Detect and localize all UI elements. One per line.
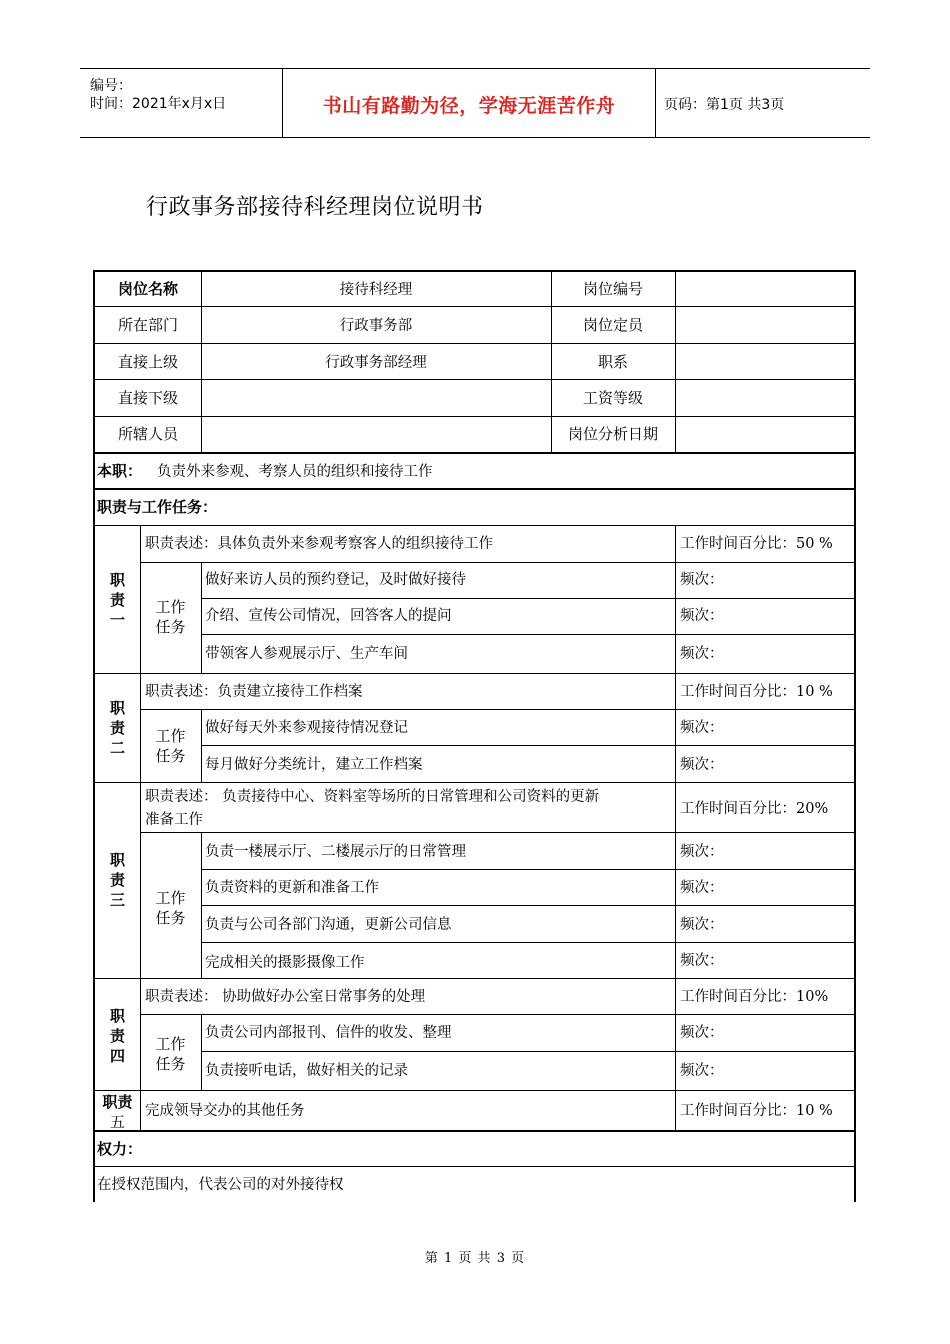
duty-two-task-label bbox=[140, 726, 201, 766]
duty-three-task-1: 负责一楼展示厅、二楼展示厅的日常管理 bbox=[205, 844, 466, 860]
duty-one-statement: 职责表述：具体负责外来参观考察客人的组织接待工作 bbox=[145, 536, 493, 552]
duty-three-task-label bbox=[140, 888, 201, 928]
duty-five-char-2: 五 bbox=[109, 1113, 125, 1131]
duty-one-char-3: 一 bbox=[109, 611, 125, 629]
task-label-line-1: 工作 bbox=[155, 598, 186, 616]
duty-three-percent: 工作时间百分比：20% bbox=[680, 801, 829, 817]
page-header bbox=[80, 68, 870, 138]
department-value: 行政事务部 bbox=[339, 318, 413, 334]
duty-two-percent: 工作时间百分比：10 % bbox=[680, 684, 833, 700]
core-duty-text: 负责外来参观、考察人员的组织和接待工作 bbox=[157, 464, 433, 480]
header-motto-cell bbox=[282, 69, 656, 137]
duty-three-task-2-frequency: 频次： bbox=[680, 880, 724, 896]
duty-three-task-1-frequency: 频次： bbox=[680, 844, 724, 860]
duty-two-task-2-frequency: 频次： bbox=[680, 757, 724, 773]
job-description-table bbox=[93, 270, 856, 1202]
superior-label: 直接上级 bbox=[117, 353, 178, 371]
duty-one-task-3: 带领客人参观展示厅、生产车间 bbox=[205, 646, 408, 662]
superior-value: 行政事务部经理 bbox=[325, 355, 427, 371]
duty-four-char-1: 职 bbox=[109, 1007, 125, 1025]
duty-five-statement: 完成领导交办的其他任务 bbox=[145, 1103, 305, 1119]
position-name-value: 接待科经理 bbox=[339, 282, 413, 298]
duty-four-task-1-frequency: 频次： bbox=[680, 1025, 724, 1041]
duty-two-task-2: 每月做好分类统计，建立工作档案 bbox=[205, 757, 423, 773]
duty-two-char-1: 职 bbox=[109, 699, 125, 717]
authority-text: 在授权范围内，代表公司的对外接待权 bbox=[97, 1177, 344, 1193]
duty-three-label bbox=[95, 850, 140, 910]
duty-four-char-2: 责 bbox=[109, 1027, 125, 1045]
duty-one-task-2: 介绍、宣传公司情况，回答客人的提问 bbox=[205, 608, 452, 624]
task-label-line-2: 任务 bbox=[155, 909, 186, 927]
duty-three-char-3: 三 bbox=[109, 891, 125, 909]
duty-two-task-1-frequency: 频次： bbox=[680, 720, 724, 736]
duty-four-char-3: 四 bbox=[109, 1047, 125, 1065]
task-label-line-1: 工作 bbox=[155, 727, 186, 745]
job-family-label: 职系 bbox=[597, 353, 628, 371]
duty-three-task-4: 完成相关的摄影摄像工作 bbox=[205, 955, 365, 971]
duty-one-task-1-frequency: 频次： bbox=[680, 572, 724, 588]
duty-four-task-1: 负责公司内部报刊、信件的收发、整理 bbox=[205, 1025, 452, 1041]
core-duty-label: 本职： bbox=[97, 462, 143, 480]
duty-four-label bbox=[95, 1006, 140, 1066]
duty-three-task-4-frequency: 频次： bbox=[680, 953, 724, 969]
duty-four-task-2-frequency: 频次： bbox=[680, 1063, 724, 1079]
header-motto: 书山有路勤为径，学海无涯苦作舟 bbox=[322, 95, 616, 117]
duty-one-task-3-frequency: 频次： bbox=[680, 646, 724, 662]
duty-four-statement: 职责表述： 协助做好办公室日常事务的处理 bbox=[145, 989, 426, 1005]
duty-three-task-3: 负责与公司各部门沟通，更新公司信息 bbox=[205, 917, 452, 933]
duty-three-task-2: 负责资料的更新和准备工作 bbox=[205, 880, 379, 896]
task-label-line-2: 任务 bbox=[155, 618, 186, 636]
duty-one-label bbox=[95, 570, 140, 630]
header-meta bbox=[80, 69, 282, 137]
duty-five-label bbox=[95, 1092, 140, 1132]
position-name-label: 岗位名称 bbox=[117, 280, 178, 298]
task-label-line-2: 任务 bbox=[155, 1055, 186, 1073]
duty-one-task-label bbox=[140, 597, 201, 637]
department-label: 所在部门 bbox=[117, 316, 178, 334]
duty-one-task-2-frequency: 频次： bbox=[680, 608, 724, 624]
duty-three-statement-line-2: 准备工作 bbox=[145, 812, 203, 828]
task-label-line-2: 任务 bbox=[155, 747, 186, 765]
subordinate-label: 直接下级 bbox=[117, 389, 178, 407]
header-page-number: 页码：第1页 共3页 bbox=[664, 97, 785, 113]
duty-five-char-1: 职责 bbox=[102, 1093, 133, 1111]
headcount-label: 岗位定员 bbox=[582, 316, 643, 334]
duty-four-task-2: 负责接听电话，做好相关的记录 bbox=[205, 1063, 408, 1079]
duty-two-char-2: 责 bbox=[109, 719, 125, 737]
duty-one-task-1: 做好来访人员的预约登记，及时做好接待 bbox=[205, 572, 466, 588]
salary-grade-label: 工资等级 bbox=[582, 389, 643, 407]
duty-three-char-2: 责 bbox=[109, 871, 125, 889]
authority-label: 权力： bbox=[97, 1140, 143, 1158]
header-page-cell bbox=[656, 69, 870, 137]
duty-three-task-3-frequency: 频次： bbox=[680, 917, 724, 933]
task-label-line-1: 工作 bbox=[155, 889, 186, 907]
duty-three-statement-line-1: 职责表述： 负责接待中心、资料室等场所的日常管理和公司资料的更新 bbox=[145, 789, 600, 805]
duty-two-task-1: 做好每天外来参观接待情况登记 bbox=[205, 720, 408, 736]
duty-one-char-2: 责 bbox=[109, 591, 125, 609]
position-code-label: 岗位编号 bbox=[582, 280, 643, 298]
duty-one-char-1: 职 bbox=[109, 571, 125, 589]
duty-two-statement: 职责表述：负责建立接待工作档案 bbox=[145, 684, 363, 700]
duty-four-percent: 工作时间百分比：10% bbox=[680, 989, 829, 1005]
duty-five-percent: 工作时间百分比：10 % bbox=[680, 1103, 833, 1119]
duty-one-percent: 工作时间百分比：50 % bbox=[680, 536, 833, 552]
document-title: 行政事务部接待科经理岗位说明书 bbox=[146, 195, 484, 220]
task-label-line-1: 工作 bbox=[155, 1035, 186, 1053]
staff-label: 所辖人员 bbox=[117, 425, 178, 443]
document-number: 编号： bbox=[90, 78, 132, 94]
document-date: 时间：2021年x月x日 bbox=[90, 96, 227, 112]
duty-two-label bbox=[95, 698, 140, 758]
duty-three-char-1: 职 bbox=[109, 851, 125, 869]
duty-four-task-label bbox=[140, 1034, 201, 1074]
page-footer: 第 1 页 共 3 页 bbox=[424, 1251, 526, 1266]
duty-two-char-3: 二 bbox=[109, 739, 125, 757]
analysis-date-label: 岗位分析日期 bbox=[567, 425, 658, 443]
tasks-heading: 职责与工作任务： bbox=[97, 498, 218, 516]
